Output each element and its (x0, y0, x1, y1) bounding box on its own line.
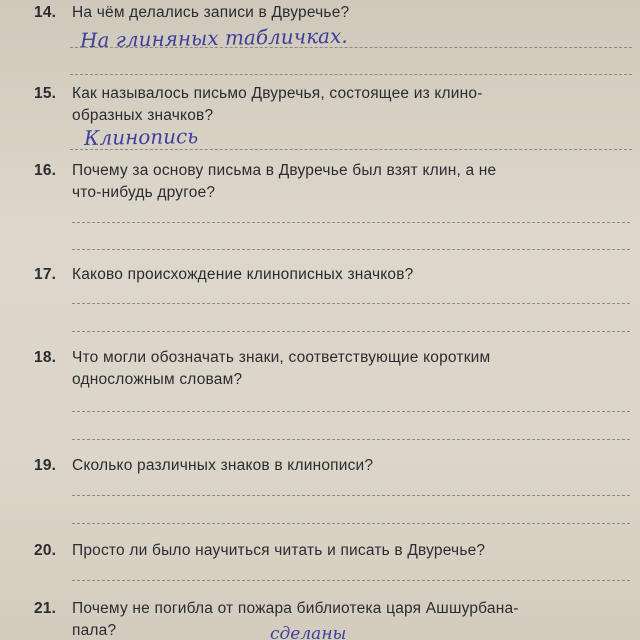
question-number: 20. (34, 542, 57, 559)
question-text-continued: что-нибудь другое? (72, 184, 216, 201)
question-text-continued: односложным словам? (72, 371, 243, 388)
answer-line (70, 47, 632, 48)
question-text: Каково происхождение клинописных значков? (72, 266, 414, 283)
answer-line (72, 249, 630, 250)
handwritten-answer-21: сделаны (270, 624, 347, 640)
answer-line (70, 149, 632, 150)
question-text: Что могли обозначать знаки, соответствующие коротким (72, 349, 491, 366)
answer-line (72, 523, 630, 524)
question-text-continued: образных значков? (72, 107, 214, 124)
question-text: Почему за основу письма в Двуречье был взят клин, а не (72, 162, 497, 179)
answer-line (72, 331, 630, 332)
question-number: 18. (34, 349, 57, 366)
question-14 (34, 2, 634, 24)
question-number: 14. (34, 4, 57, 21)
answer-line (72, 411, 630, 412)
question-text: Как называлось письмо Двуречья, состоящее из клино- (72, 85, 483, 102)
question-17 (34, 264, 634, 286)
question-text: Просто ли было научиться читать и писать в Двуречье? (72, 542, 486, 559)
handwritten-answer-14: На глиняных табличках. (79, 23, 348, 53)
handwritten-answer-15: Клинопись (83, 124, 199, 150)
answer-line (72, 222, 630, 223)
answer-line (72, 439, 630, 440)
answer-line (70, 74, 632, 75)
question-number: 17. (34, 266, 57, 283)
question-number: 15. (34, 85, 57, 102)
question-20 (34, 540, 634, 562)
answer-line (72, 303, 630, 304)
question-text: На чём делались записи в Двуречье? (72, 4, 350, 21)
question-16 (34, 160, 634, 204)
question-number: 16. (34, 162, 57, 179)
question-text: Почему не погибла от пожара библиотека царя Ашшурбана- (72, 600, 519, 617)
question-18 (34, 347, 634, 391)
question-15 (34, 83, 634, 127)
answer-line (72, 495, 630, 496)
question-text: Сколько различных знаков в клинописи? (72, 457, 374, 474)
answer-line (72, 580, 630, 581)
question-number: 19. (34, 457, 57, 474)
question-number: 21. (34, 600, 57, 617)
question-19 (34, 455, 634, 477)
question-text-continued: пала? (72, 622, 117, 639)
